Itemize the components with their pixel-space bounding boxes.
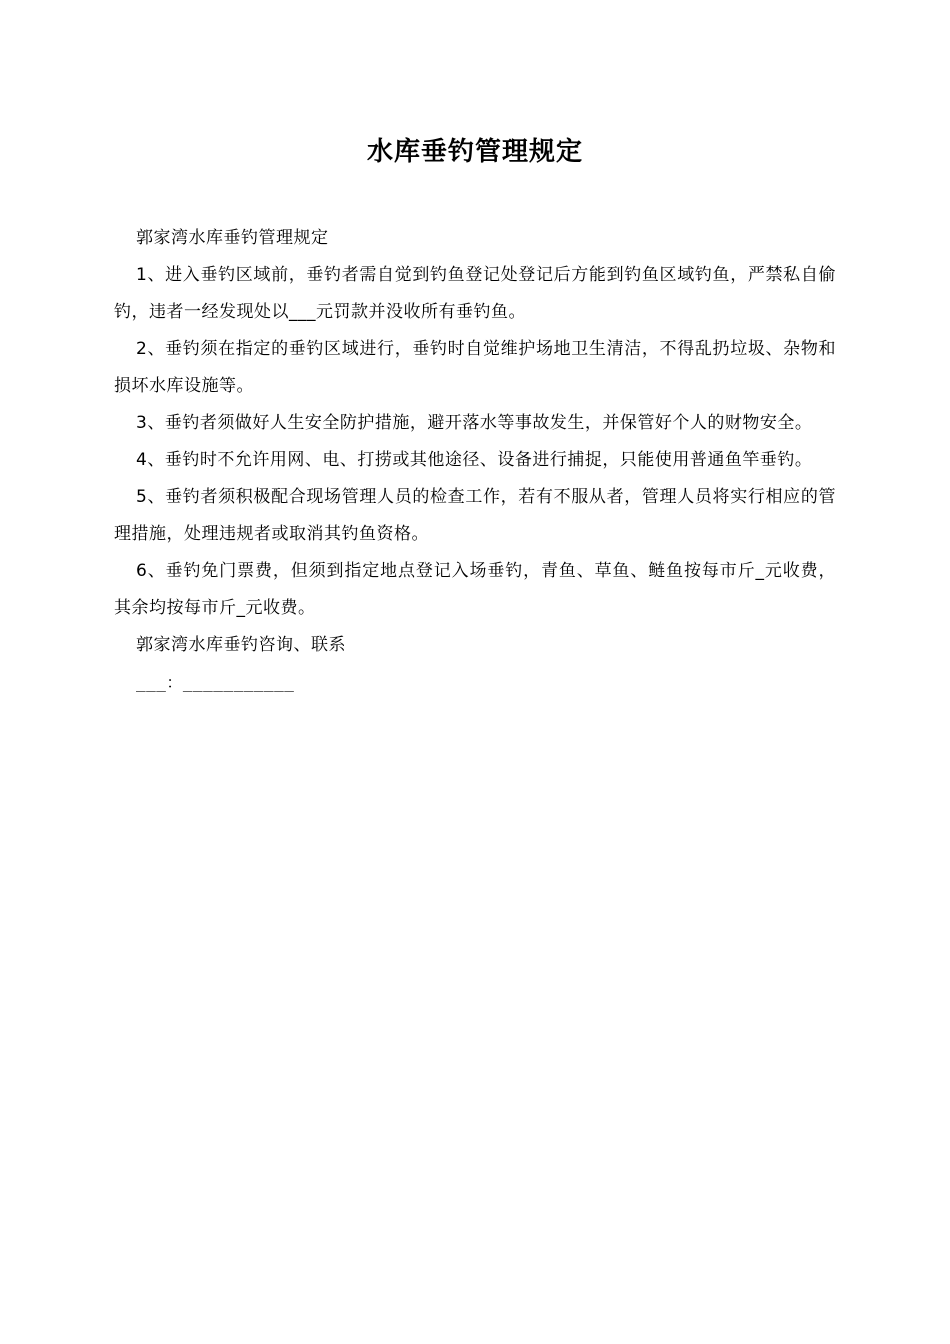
rule-item-4: 4、垂钓时不允许用网、电、打捞或其他途径、设备进行捕捉，只能使用普通鱼竿垂钓。 bbox=[136, 450, 813, 470]
rule-item-2: 2、垂钓须在指定的垂钓区域进行，垂钓时自觉维护场地卫生清洁，不得乱扔垃圾、杂物和损坏水库设施等。 bbox=[114, 339, 836, 396]
rule-item-3: 3、垂钓者须做好人生安全防护措施，避开落水等事故发生，并保管好个人的财物安全。 bbox=[136, 413, 813, 433]
document-body bbox=[114, 220, 836, 701]
document-title: 水库垂钓管理规定 bbox=[366, 137, 583, 167]
contact-heading: 郭家湾水库垂钓咨询、联系 bbox=[136, 635, 346, 655]
rule-item-1: 1、进入垂钓区域前，垂钓者需自觉到钓鱼登记处登记后方能到钓鱼区域钓鱼，严禁私自偷钓，违者一经发现处以___元罚款并没收所有垂钓鱼。 bbox=[114, 265, 836, 322]
rule-item-5: 5、垂钓者须积极配合现场管理人员的检查工作，若有不服从者，管理人员将实行相应的管理措施，处理违规者或取消其钓鱼资格。 bbox=[114, 487, 836, 544]
rule-item-6: 6、垂钓免门票费，但须到指定地点登记入场垂钓，青鱼、草鱼、鲢鱼按每市斤_元收费，其余均按每市斤_元收费。 bbox=[114, 561, 836, 618]
contact-line: ___：___________ bbox=[136, 673, 295, 692]
document-subtitle: 郭家湾水库垂钓管理规定 bbox=[136, 228, 329, 248]
